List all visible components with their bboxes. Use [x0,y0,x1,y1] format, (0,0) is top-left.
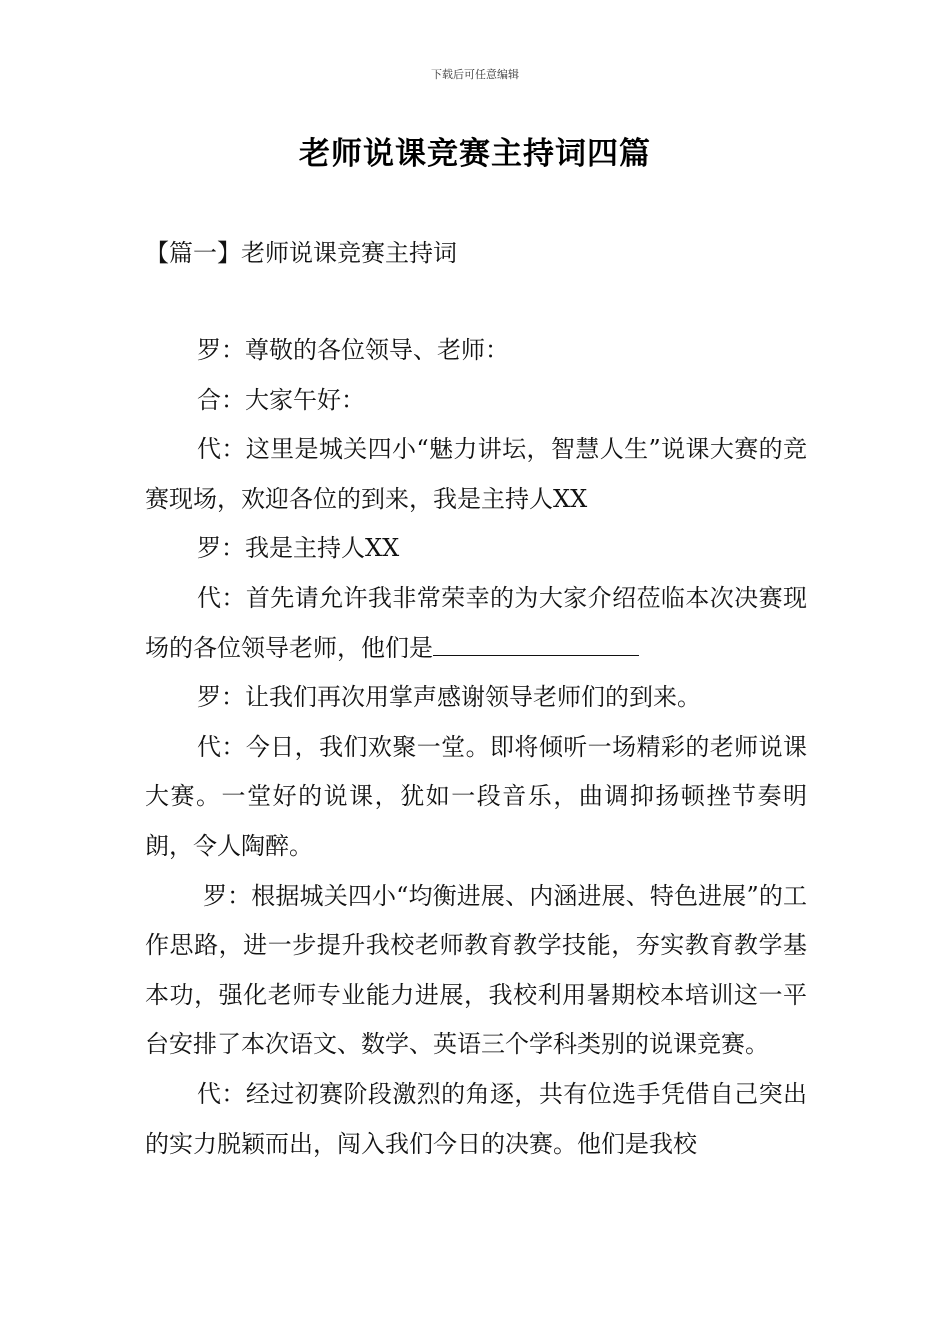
section-heading: 【篇一】老师说课竞赛主持词 [145,239,457,267]
paragraph: 罗：根据城关四小“均衡进展、内涵进展、特色进展”的工作思路，进一步提升我校老师教育教学技能，夯实教育教学基本功，强化老师专业能力进展，我校利用暑期校本培训这一平台安排了本次语文、数学、英语三个学科类别的说课竞赛。 [145,881,807,1059]
paragraph: 罗：我是主持人XX [197,534,400,563]
fill-in-blank-line [433,633,639,656]
paragraph: 代：经过初赛阶段激烈的角逐，共有位选手凭借自己突出的实力脱颖而出，闯入我们今日的决赛。他们是我校 [145,1079,807,1158]
paragraph: 罗：让我们再次用掌声感谢领导老师们的到来。 [197,683,701,712]
header-note: 下载后可任意编辑 [431,68,519,81]
paragraph: 代：这里是城关四小“魅力讲坛，智慧人生”说课大赛的竞赛现场，欢迎各位的到来，我是主持人XX [145,435,807,513]
document-body [145,326,807,1169]
paragraph: 罗：尊敬的各位领导、老师： [197,336,509,364]
paragraph-text: 代：首先请允许我非常荣幸的为大家介绍莅临本次决赛现场的各位领导老师，他们是 [145,583,807,662]
paragraph: 代：今日，我们欢聚一堂。即将倾听一场精彩的老师说课大赛。一堂好的说课，犹如一段音乐，曲调抑扬顿挫节奏明朗，令人陶醉。 [145,732,807,860]
document-title: 老师说课竞赛主持词四篇 [299,136,651,172]
paragraph-with-blank [145,574,807,673]
paragraph: 合：大家午好： [197,385,365,414]
